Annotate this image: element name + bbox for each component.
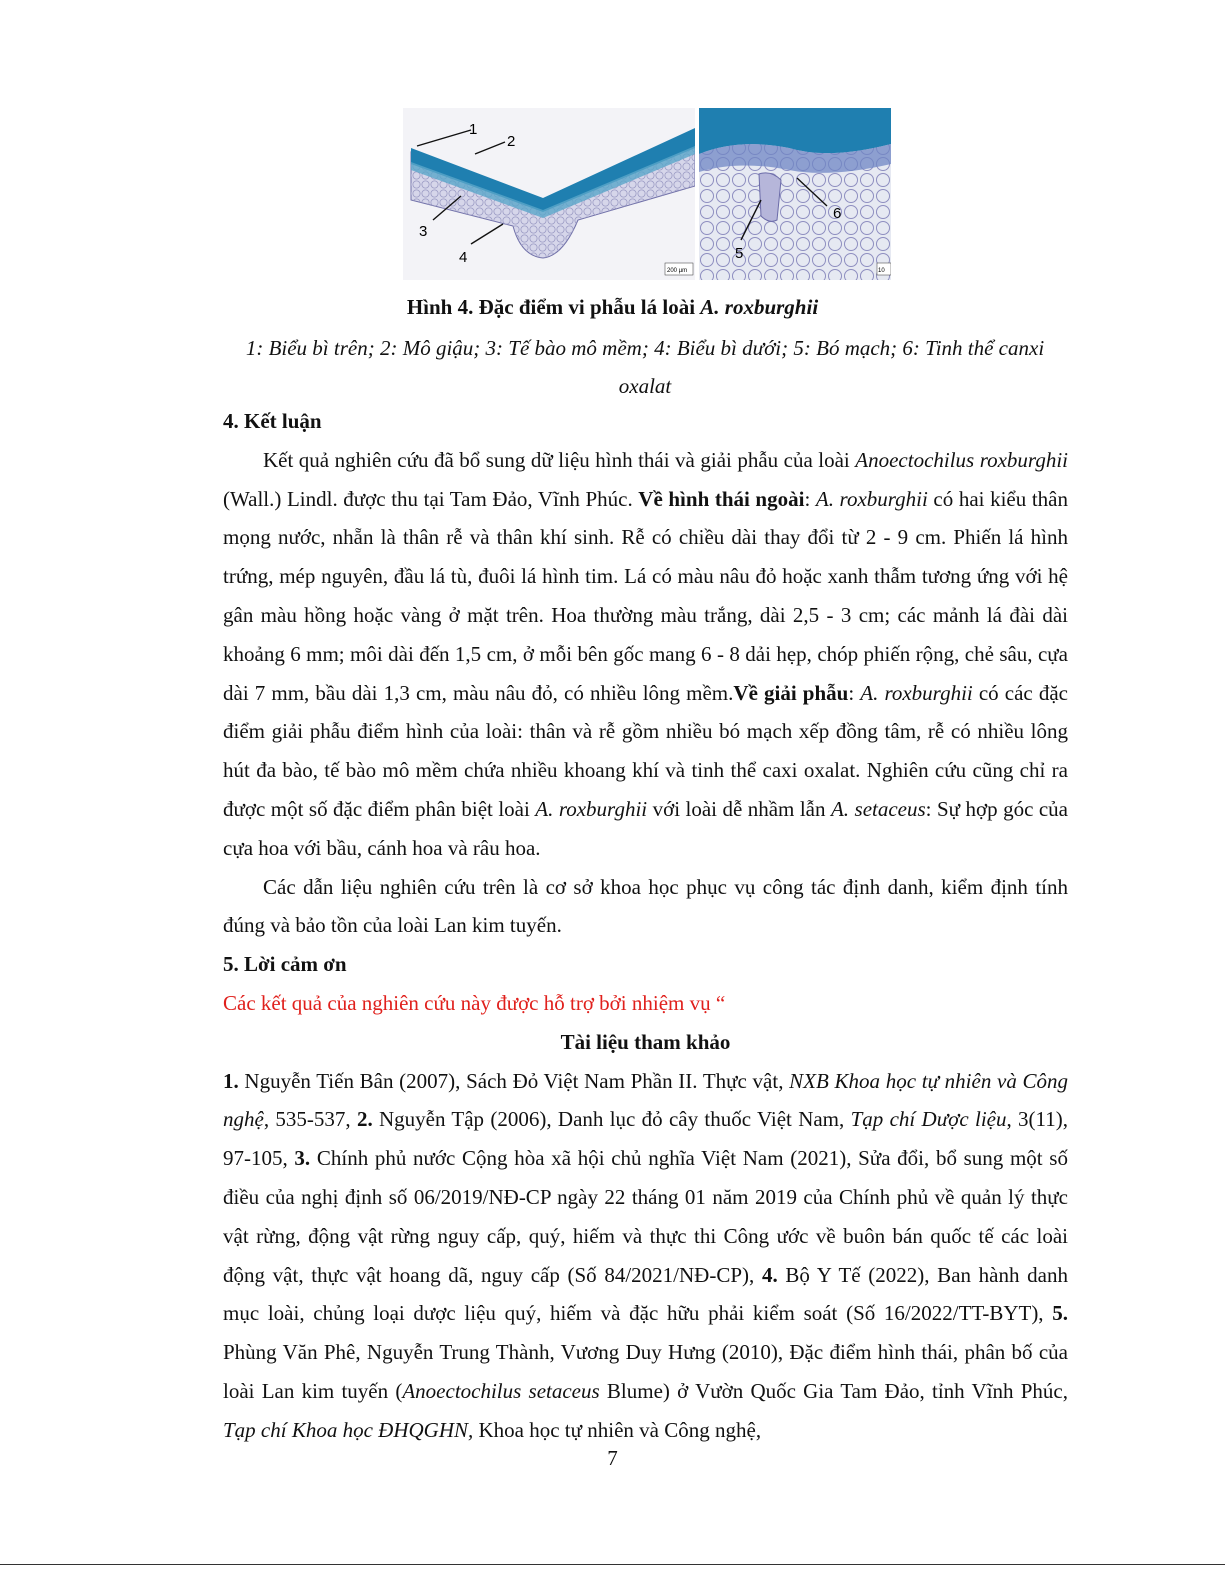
scale-bar-label-right: 10: [878, 268, 885, 274]
micrograph-overview: [403, 108, 695, 280]
conclusion-paragraph-1: Kết quả nghiên cứu đã bổ sung dữ liệu hình thái và giải phẫu của loài Anoectochilus roxburghii (Wall.) Lindl. được thu tại Tam Đảo, Vĩnh Phúc. Về hình thái ngoài: A. roxburghii có hai kiểu thân mọng nước, nhẵn là thân rễ và thân khí sinh. Rễ có chiều dài thay đổi từ 2 - 9 cm. Phiến lá hình trứng, mép nguyên, đầu lá tù, đuôi lá hình tim. Lá có màu nâu đỏ hoặc xanh thẫm tương ứng với hệ gân màu hồng hoặc vàng ở mặt trên. Hoa thường màu trắng, dài 2,5 - 3 cm; các mảnh lá đài dài khoảng 6 mm; môi dài đến 1,5 cm, ở mỗi bên gốc mang 6 - 8 dải hẹp, chóp phiến rộng, chẻ sâu, cựa dài 7 mm, bầu dài 1,3 cm, màu nâu đỏ, có nhiều lông mềm.Về giải phẫu: A. roxburghii có các đặc điểm giải phẫu điểm hình của loài: thân và rễ gồm nhiều bó mạch xếp đồng tâm, rễ có nhiều lông hút đa bào, tế bào mô mềm chứa nhiều khoang khí và tinh thể caxi oxalat. Nghiên cứu cũng chỉ ra được một số đặc điểm phân biệt loài A. roxburghii với loài dễ nhầm lẫn A. setaceus: Sự hợp góc của cựa hoa với bầu, cánh hoa và râu hoa.: [223, 447, 1069, 860]
figure-caption-legend: 1: Biểu bì trên; 2: Mô giậu; 3: Tế bào mô mềm; 4: Biểu bì dưới; 5: Bó mạch; 6: Tinh thể canxi oxalat: [245, 336, 1045, 398]
conclusion-paragraph-2: Các dẫn liệu nghiên cứu trên là cơ sở khoa học phục vụ công tác định danh, kiểm định tính đúng và bảo tồn của loài Lan kim tuyến.: [223, 874, 1068, 938]
figure-label-5: 5: [735, 245, 744, 262]
section-4-heading: 4. Kết luận: [223, 409, 322, 433]
acknowledgement-text: Các kết quả của nghiên cứu này được hỗ trợ bởi nhiệm vụ “: [223, 990, 726, 1015]
references-title: Tài liệu tham khảo: [560, 1029, 731, 1054]
leaf-cross-section-figure: [403, 108, 891, 280]
figure-label-3: 3: [419, 223, 428, 240]
figure-label-4: 4: [459, 249, 468, 266]
page-number: 7: [607, 1446, 618, 1470]
figure-label-6: 6: [833, 205, 842, 222]
scale-bar-label-left: 200 µm: [667, 268, 688, 274]
section-5-heading: 5. Lời cảm ơn: [223, 952, 347, 977]
micrograph-detail: [699, 108, 891, 280]
bottom-rule: [0, 1564, 1225, 1565]
references-list: 1. Nguyễn Tiến Bân (2007), Sách Đỏ Việt Nam Phần II. Thực vật, NXB Khoa học tự nhiên và Công nghệ, 535-537, 2. Nguyễn Tập (2006), Danh lục đỏ cây thuốc Việt Nam, Tạp chí Dược liệu, 3(11), 97-105, 3. Chính phủ nước Cộng hòa xã hội chủ nghĩa Việt Nam (2021), Sửa đổi, bổ sung một số điều của nghị định số 06/2019/NĐ-CP ngày 22 tháng 01 năm 2019 của Chính phủ về quản lý thực vật rừng, động vật rừng nguy cấp, quý, hiếm và thực thi Công ước về buôn bán quốc tế các loài động vật, thực vật hoang dã, nguy cấp (Số 84/2021/NĐ-CP), 4. Bộ Y Tế (2022), Ban hành danh mục loài, chủng loại dược liệu quý, hiếm và đặc hữu phải kiểm soát (Số 16/2022/TT-BYT), 5. Phùng Văn Phê, Nguyễn Trung Thành, Vương Duy Hưng (2010), Đặc điểm hình thái, phân bố của loài Lan kim tuyến (Anoectochilus setaceus Blume) ở Vườn Quốc Gia Tam Đảo, tỉnh Vĩnh Phúc, Tạp chí Khoa học ĐHQGHN, Khoa học tự nhiên và Công nghệ,: [223, 1068, 1069, 1442]
figure-caption-title: Hình 4. Đặc điểm vi phẫu lá loài A. roxburghii: [406, 295, 819, 319]
figure-label-2: 2: [507, 133, 516, 150]
figure-label-1: 1: [469, 121, 478, 138]
caption-species: A. roxburghii: [700, 295, 819, 319]
section-conclusion: [223, 402, 1068, 1450]
